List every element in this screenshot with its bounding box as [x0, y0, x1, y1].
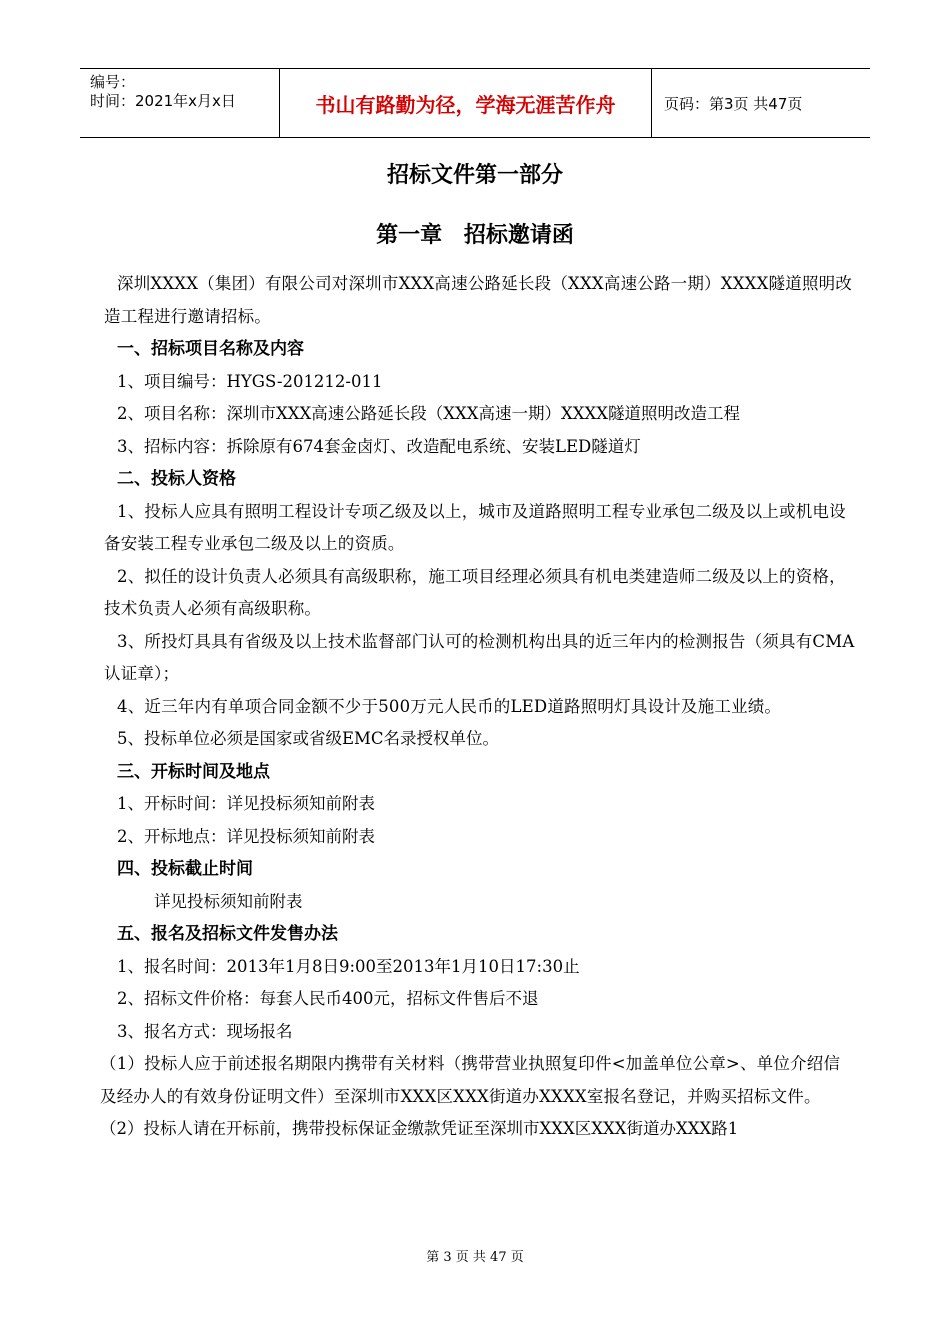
section-heading: 一、招标项目名称及内容: [117, 339, 304, 359]
header-meta: [80, 69, 280, 137]
section-heading: 三、开标时间及地点: [117, 761, 270, 782]
list-item: 3、所投灯具具有省级及以上技术监督部门认可的检测机构出具的近三年内的检测报告（须具有CMA认证章）；: [104, 631, 855, 683]
list-item: 1、开标时间：详见投标须知前附表: [117, 794, 375, 813]
chapter-title: 第一章 招标邀请函: [376, 223, 574, 248]
header-page-info: 页码：第3页 共47页: [664, 94, 803, 113]
section-heading: 二、投标人资格: [117, 469, 236, 489]
list-item: 1、投标人应具有照明工程设计专项乙级及以上，城市及道路照明工程专业承包二级及以上或机电设备安装工程专业承包二级及以上的资质。: [104, 501, 846, 553]
list-item: 3、招标内容：拆除原有674套金卤灯、改造配电系统、安装LED隧道灯: [117, 436, 641, 456]
list-item: 2、开标地点：详见投标须知前附表: [117, 826, 375, 846]
list-item: 1、报名时间：2013年1月8日9:00至2013年1月10日17:30止: [117, 956, 580, 976]
section-heading: 四、投标截止时间: [117, 859, 253, 879]
sub-item: （2）投标人请在开标前，携带投标保证金缴款凭证至深圳市XXX区XXX街道办XXX路1: [100, 1119, 739, 1138]
list-item: 2、拟任的设计负责人必须具有高级职称，施工项目经理必须具有机电类建造师二级及以上的资格，技术负责人必须有高级职称。: [104, 566, 846, 618]
page-footer: 第 3 页 共 47 页: [426, 1250, 524, 1265]
list-item: 2、项目名称：深圳市XXX高速公路延长段（XXX高速一期）XXXX隧道照明改造工程: [117, 404, 740, 423]
document-body: [100, 268, 856, 1146]
document-title: 招标文件第一部分: [386, 163, 563, 188]
list-item: 3、报名方式：现场报名: [117, 1021, 293, 1041]
sub-item: （1）投标人应于前述报名期限内携带有关材料（携带营业执照复印件<加盖单位公章>、单位介绍信及经办人的有效身份证明文件）至深圳市XXX区XXX街道办XXXX室报名登记，并购买招标文件。: [100, 1054, 841, 1106]
header-number: 编号：: [90, 73, 136, 91]
header-motto: 书山有路勤为径，学海无涯苦作舟: [280, 69, 652, 137]
page-header: [80, 68, 870, 138]
intro-paragraph: 深圳XXXX（集团）有限公司对深圳市XXX高速公路延长段（XXX高速公路一期）XXXX隧道照明改造工程进行邀请招标。: [104, 274, 853, 326]
section-text: 详见投标须知前附表: [154, 891, 303, 911]
list-item: 5、投标单位必须是国家或省级EMC名录授权单位。: [117, 729, 500, 748]
section-heading: 五、报名及招标文件发售办法: [117, 924, 338, 944]
list-item: 1、项目编号：HYGS-201212-011: [117, 371, 383, 391]
list-item: 2、招标文件价格：每套人民币400元，招标文件售后不退: [117, 989, 539, 1008]
list-item: 4、近三年内有单项合同金额不少于500万元人民币的LED道路照明灯具设计及施工业绩。: [117, 696, 782, 716]
header-time: 时间：2021年x月x日: [90, 92, 236, 110]
